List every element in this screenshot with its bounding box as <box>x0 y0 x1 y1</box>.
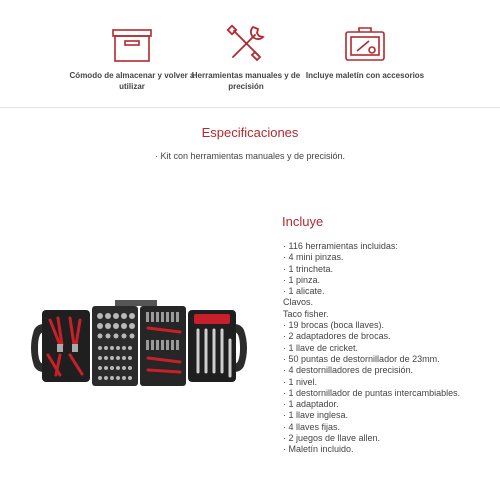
feature-label: Incluye maletín con accesorios <box>305 71 425 80</box>
includes-list <box>283 241 460 456</box>
briefcase-icon <box>343 22 387 66</box>
feature-tools <box>186 22 306 92</box>
list-item: · 50 puntas de destornillador de 23mm. <box>283 353 440 364</box>
box-icon <box>110 22 154 66</box>
section-divider <box>0 107 500 108</box>
list-item: · 1 llave de cricket. <box>283 342 359 353</box>
list-item: · 1 llave inglesa. <box>283 410 349 421</box>
list-item: · 1 nivel. <box>283 376 318 387</box>
list-item: · 4 destornilladores de precisión. <box>283 365 414 376</box>
list-item: · 1 alicate. <box>283 286 325 297</box>
list-item: · 1 trincheta. <box>283 263 334 274</box>
specs-title: Especificaciones <box>201 125 299 140</box>
list-item: · 4 llaves fijas. <box>283 421 341 432</box>
feature-label: Herramientas manuales y de precisión <box>191 71 301 91</box>
specs-text: · Kit con herramientas manuales y de precisión. <box>154 151 346 161</box>
list-item: · 19 brocas (boca llaves). <box>283 320 385 331</box>
list-item: · 2 juegos de llave allen. <box>283 433 381 444</box>
feature-storage <box>62 22 202 92</box>
tool-kit-image <box>30 300 250 395</box>
list-item: · Maletín incluido. <box>283 444 354 455</box>
list-item: · 1 pinza. <box>283 274 321 285</box>
list-item: · 1 adaptador. <box>283 399 339 410</box>
list-item: · 4 mini pinzas. <box>283 252 344 263</box>
list-item: · 116 herramientas incluidas: <box>283 241 398 251</box>
tools-icon <box>224 22 268 66</box>
list-item: Taco fisher. <box>283 308 329 319</box>
includes-title: Incluye <box>282 214 324 229</box>
list-item: · 2 adaptadores de brocas. <box>283 331 391 342</box>
list-item: · 1 destornillador de puntas intercambiables. <box>283 387 461 398</box>
feature-case <box>290 22 440 81</box>
feature-label: Cómodo de almacenar y volver a utilizar <box>69 71 195 91</box>
list-item: Clavos. <box>283 297 314 308</box>
